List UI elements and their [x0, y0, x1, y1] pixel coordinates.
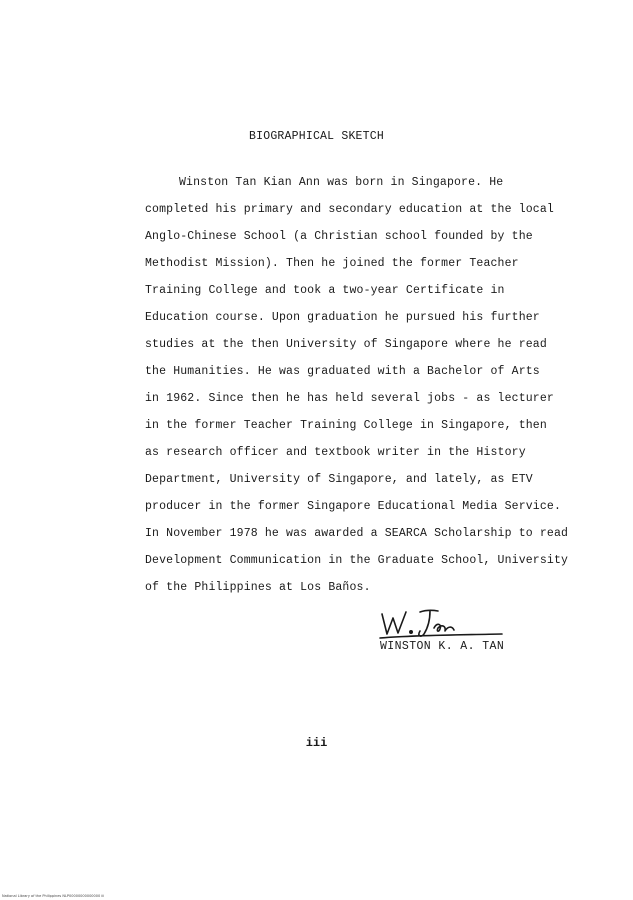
paragraph-line: completed his primary and secondary education at the local [145, 203, 554, 216]
paragraph-line: Education course. Upon graduation he pursued his further [145, 311, 540, 324]
page-title: BIOGRAPHICAL SKETCH [249, 130, 384, 143]
handwritten-signature [376, 604, 506, 642]
paragraph-line: Development Communication in the Graduate School, University [145, 554, 569, 567]
paragraph-line: of the Philippines at Los Baños. [145, 581, 371, 594]
paragraph-line: the Humanities. He was graduated with a Bachelor of Arts [145, 365, 540, 378]
page-number: iii [305, 736, 328, 750]
paragraph-line: producer in the former Singapore Educational Media Service. [145, 500, 562, 513]
paragraph-line: studies at the then University of Singapore where he read [145, 338, 547, 351]
paragraph-line: in the former Teacher Training College in Singapore, then [145, 419, 547, 432]
paragraph-line: Anglo-Chinese School (a Christian school founded by the [145, 230, 533, 243]
paragraph-line: in 1962. Since then he has held several jobs - as lecturer [145, 392, 554, 405]
paragraph-line: Department, University of Singapore, and lately, as ETV [145, 473, 533, 486]
signer-name: WINSTON K. A. TAN [380, 640, 505, 653]
paragraph-line: In November 1978 he was awarded a SEARCA Scholarship to read [145, 527, 569, 540]
paragraph-line: as research officer and textbook writer in the History [145, 446, 526, 459]
archive-footer-stamp: National Library of the Philippines NLP00000000000000 iii [2, 894, 105, 898]
paragraph-line: Training College and took a two-year Certificate in [145, 284, 505, 297]
paragraph-line: Winston Tan Kian Ann was born in Singapore. He [179, 176, 504, 189]
paragraph-line: Methodist Mission). Then he joined the former Teacher [145, 257, 519, 270]
